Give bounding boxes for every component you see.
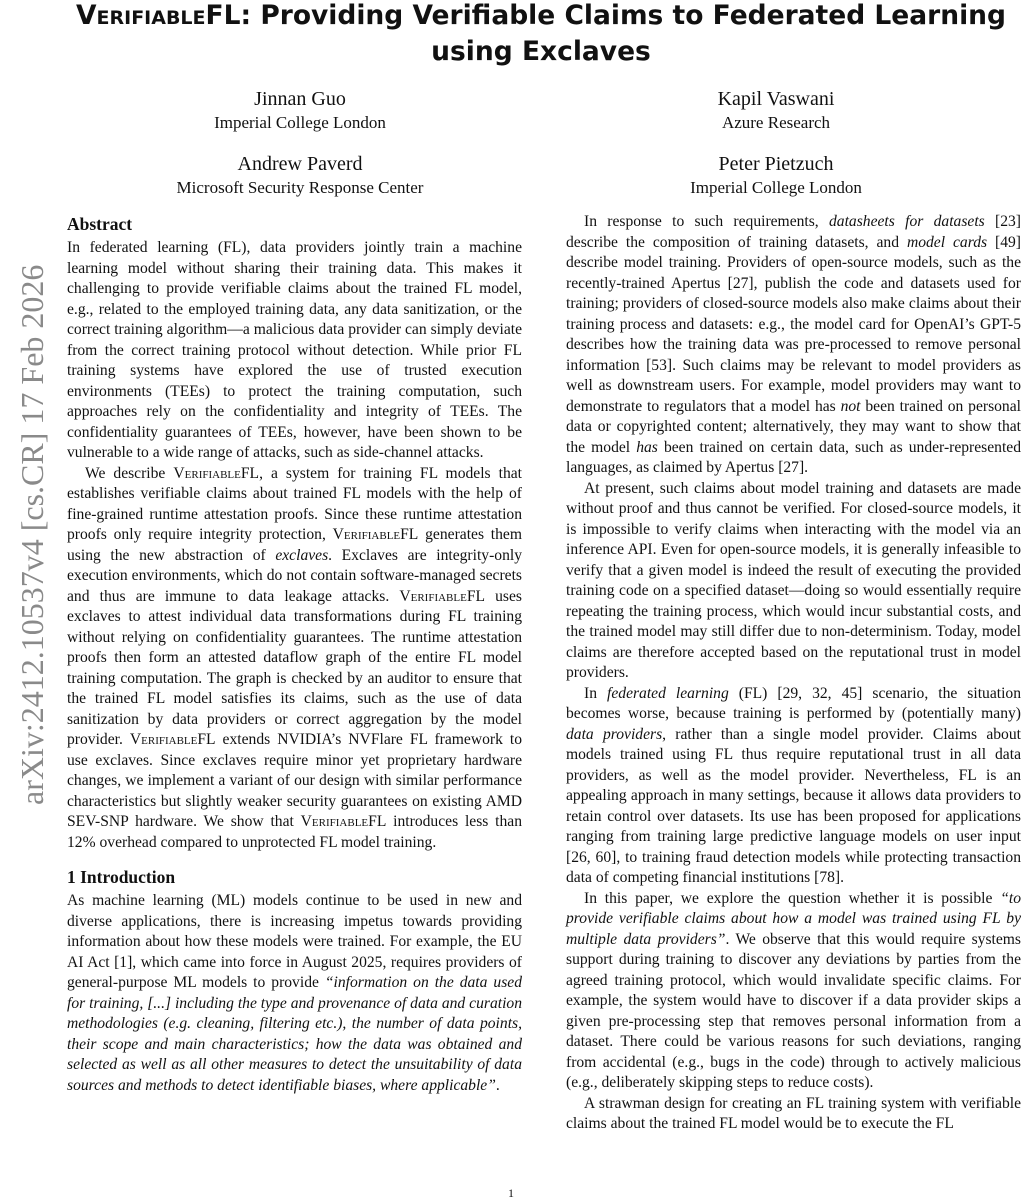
title-system-name: VerifiableFL (76, 0, 241, 31)
abstract-heading: Abstract (67, 214, 133, 234)
author-affiliation: Azure Research (721, 113, 831, 132)
intro-paragraph-6: A strawman design for creating an FL training system with verifiable claims about the trained FL model would be to execute the FL (566, 1094, 1021, 1132)
right-column (566, 212, 1021, 1135)
author-affiliation: Imperial College London (214, 113, 386, 132)
system-name: VerifiableFL (129, 731, 216, 748)
system-name: VerifiableFL (173, 464, 260, 482)
quote: “to provide verifiable claims about how a model was trained using FL by multiple data providers” (566, 889, 1021, 948)
emphasis: datasheets for datasets (829, 213, 985, 230)
author-name: Jinnan Guo (254, 88, 346, 110)
author-block-1 (90, 86, 510, 134)
emphasis: has (636, 438, 658, 456)
author-block-3 (90, 151, 510, 199)
author-affiliation: Imperial College London (690, 178, 862, 197)
emphasis: exclaves (275, 546, 329, 564)
author-name: Andrew Paverd (237, 153, 363, 175)
paper-title (60, 0, 1022, 70)
left-column (67, 212, 522, 1096)
system-name: VerifiableFL (399, 587, 486, 605)
author-block-2 (566, 86, 986, 134)
emphasis: not (840, 397, 861, 415)
introduction-heading: 1 Introduction (67, 867, 176, 887)
author-name: Kapil Vaswani (717, 88, 835, 110)
emphasis: federated learning (607, 684, 729, 702)
author-name: Peter Pietzuch (718, 153, 834, 175)
author-block-4 (566, 151, 986, 199)
emphasis: model cards (906, 233, 988, 251)
intro-paragraph-5: In this paper, we explore the question whether it is possible “to provide verifiable claims about how a model was trained using FL by multiple data providers”. We observe that this would require systems support during training to discover any deviations by parties from the agreed training protocol, which would invalidate specific claims. For example, the system would have to discover if a data provider skips a given pre-processing step that removes personal information from a dataset. There could be various reasons for such deviations, ranging from accidental (e.g., bugs in the code) through to actively malicious (e.g., deliberately skipping steps to reduce costs). (566, 889, 1021, 1091)
intro-paragraph-2: In response to such requirements, datasheets for datasets [23] describe the composition of training datasets, and model cards [49] describe model training. Providers of open-source models, such as the recently-trained Apertus [27], publish the code and datasets used for training; providers of closed-source models also make claims about their training process and datasets: e.g., the model card for OpenAI’s GPT-5 describes how the training data was pre-processed to remove personal information [53]. Such claims may be relevant to model providers as well as downstream users. For example, model providers may want to demonstrate to regulators that a model has not been trained on personal data or copyrighted content; alternatively, they may want to show that the model has been trained on certain data, such as under-represented languages, as claimed by Apertus [27]. (566, 213, 1021, 476)
emphasis: data providers (566, 725, 663, 743)
title-rest: : Providing Verifiable Claims to Federated Learning using Exclaves (240, 0, 1006, 67)
intro-paragraph-1: As machine learning (ML) models continue to be used in new and diverse applications, there is increasing impetus towards providing information about how these models were trained. For example, the EU AI Act [1], which came into force in August 2025, requires providers of general-purpose ML models to provide “information on the data used for training, [...] including the type and provenance of data and curation methodologies (e.g. cleaning, filtering etc.), the number of data points, their scope and main characteristics; how the data was obtained and selected as well as all other measures to detect the unsuitability of data sources and methods to detect identifiable biases, where applicable”. (67, 892, 522, 1094)
intro-paragraph-4: In federated learning (FL) [29, 32, 45] scenario, the situation becomes worse, because training is performed by (potentially many) data providers, rather than a single model provider. Claims about models trained using FL thus require reputational trust in all data providers, as well as the model provider. Nevertheless, FL is an appealing approach in many settings, because it allows data providers to retain control over datasets. Its use has been proposed for applications ranging from training large predictive language models on user input [26, 60], to training fraud detection models while protecting transaction data of competing financial institutions [78]. (566, 684, 1022, 886)
abstract-paragraph-1: In federated learning (FL), data providers jointly train a machine learning model without sharing their training data. This makes it challenging to provide verifiable claims about the trained FL model, e.g., related to the employed training data, any data sanitization, or the correct training algorithm—a malicious data provider can simply deviate from the correct training protocol without detection. While prior FL training systems have explored the use of trusted execution environments (TEEs) to protect the training computation, such approaches rely on the confidentiality and integrity of TEEs. The confidentiality guarantees of TEEs, however, have been shown to be vulnerable to a wide range of attacks, such as side-channel attacks. (67, 239, 522, 461)
system-name: VerifiableFL (332, 526, 419, 543)
abstract-paragraph-2: We describe VerifiableFL, a system for training FL models that establishes verifiable claims about trained FL models with the help of fine-grained runtime attestation proofs. Since these runtime attestation proofs only require integrity protection, VerifiableFL generates them using the new abstraction of exclaves. Exclaves are integrity-only execution environments, which do not contain software-managed secrets and thus are immune to data leakage attacks. VerifiableFL uses exclaves to attest individual data transformations during FL training without relying on confidentiality guarantees. The runtime attestation proofs then form an attested dataflow graph of the entire FL model training computation. The graph is checked by an auditor to ensure that the trained FL model satisfies its claims, such as the use of data sanitization by data providers or correct aggregation by the model provider. VerifiableFL extends NVIDIA’s NVFlare FL framework to use exclaves. Since exclaves require minor yet proprietary hardware changes, we implement a variant of our design with similar performance characteristics but slightly weaker security guarantees on existing AMD SEV-SNP hardware. We show that VerifiableFL introduces less than 12% overhead compared to unprotected FL model training. (67, 464, 523, 851)
system-name: VerifiableFL (300, 813, 387, 830)
arxiv-identifier: arXiv:2412.10537v4 [cs.CR] 17 Feb 2026 (14, 264, 50, 805)
page-number: 1 (508, 1186, 514, 1200)
quote: “information on the data used for training, [...] including the type and provenance of data and curation methodologies (e.g. cleaning, filtering etc.), the number of data points, their scope and main characteristics; how the data was obtained and selected as well as all other measures to detect the unsuitability of data sources and methods to detect identifiable biases, where applicable” (67, 974, 522, 1094)
intro-paragraph-3: At present, such claims about model training and datasets are made without proof and thus cannot be verified. For closed-source models, it is impossible to verify claims when interacting with the model via an inference API. Even for open-source models, it is generally infeasible to verify that a given model is indeed the result of executing the provided training code on a specified dataset—doing so would essentially require repeating the training process, which would incur substantial costs, and the trained model may still differ due to non-determinism. Today, model claims are therefore accepted based on the reputational trust in model providers. (566, 479, 1021, 681)
author-affiliation: Microsoft Security Response Center (176, 178, 424, 197)
